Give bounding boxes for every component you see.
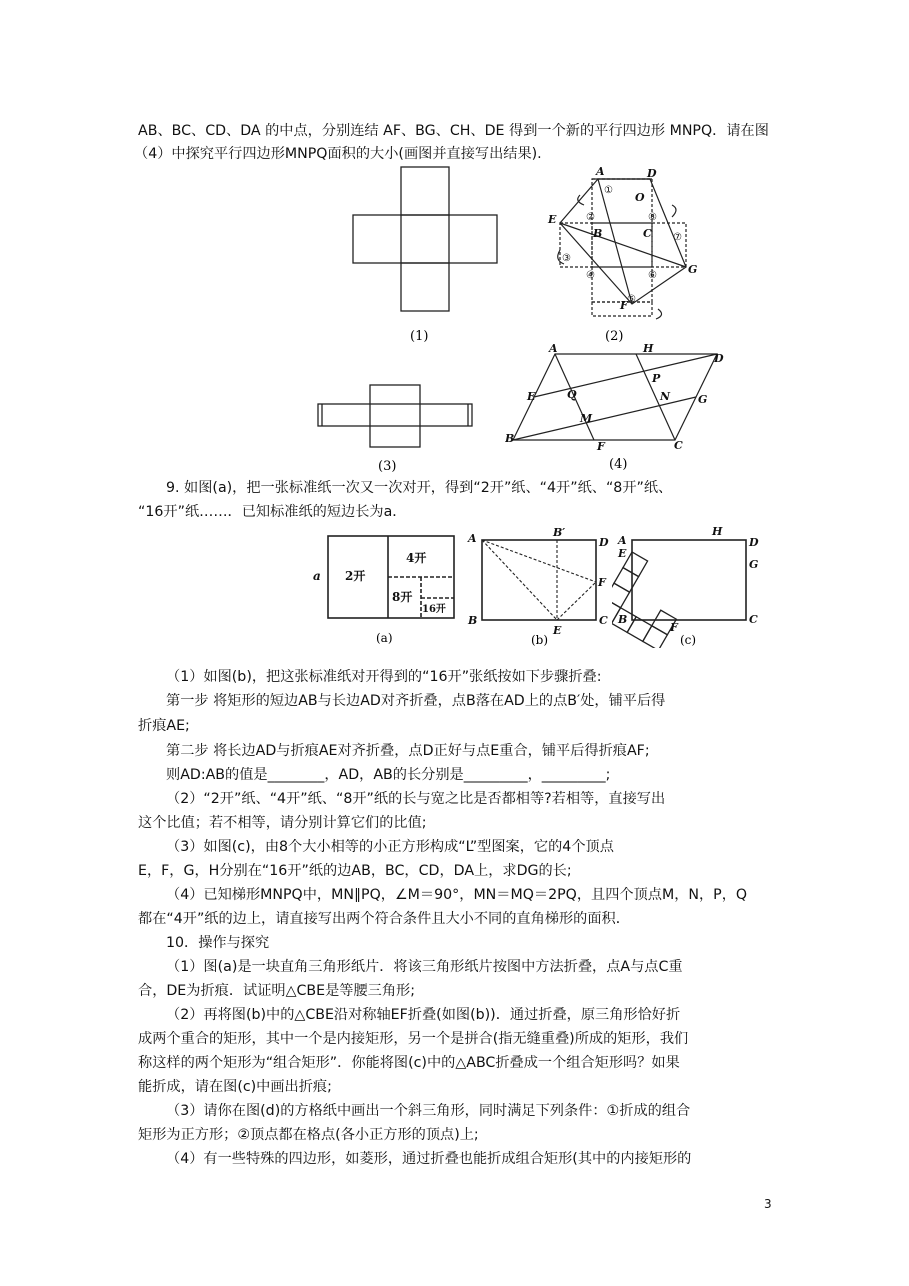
fig4-label-G: G bbox=[698, 393, 708, 406]
body-line-7: 这个比值；若不相等，请分别计算它们的比值; bbox=[138, 815, 427, 831]
fig-a-label-8k: 8开 bbox=[392, 590, 413, 604]
fig-b-label-Bp: B′ bbox=[553, 526, 566, 539]
body-line-9: E，F，G，H分别在“16开”纸的边AB，BC，CD，DA上，求DG的长; bbox=[138, 863, 572, 879]
body-line-13: （1）图(a)是一块直角三角形纸片．将该三角形纸片按图中方法折叠，点A与点C重 bbox=[166, 959, 683, 975]
fig2-label-A: A bbox=[596, 165, 605, 178]
fig-b-label-F: F bbox=[598, 576, 606, 589]
fig2-label-F: F bbox=[620, 299, 628, 312]
fig2-circ-4: ④ bbox=[586, 270, 595, 281]
fig-b-label-B: B bbox=[468, 614, 478, 627]
fig4-label-F: F bbox=[597, 440, 605, 453]
fig2-circ-2: ② bbox=[586, 212, 595, 223]
fig-c-label-C: C bbox=[749, 613, 758, 626]
body-line-11: 都在“4开”纸的边上，请直接写出两个符合条件且大小不同的直角梯形的面积． bbox=[138, 911, 630, 927]
body-line-10: （4）已知梯形MNPQ中，MN∥PQ，∠M＝90°，MN＝MQ＝2PQ，且四个顶点M，N，P，Q bbox=[166, 887, 748, 903]
fig4-label-P: P bbox=[652, 372, 661, 385]
q9-line-2: “16开”纸……．已知标准纸的短边长为a． bbox=[138, 504, 407, 520]
caption-fig3: (3) bbox=[378, 459, 397, 474]
fig2-label-G: G bbox=[688, 263, 698, 276]
fig-c-label-A: A bbox=[618, 534, 627, 547]
fig-b-label-E: E bbox=[553, 624, 562, 637]
fig-b-label-C: C bbox=[599, 614, 608, 627]
fig2-circ-7: ⑦ bbox=[673, 232, 682, 243]
figure-c-L-pattern bbox=[612, 524, 772, 648]
fig2-circ-6: ⑥ bbox=[648, 270, 657, 281]
figure-a-paper-sizes bbox=[310, 528, 460, 648]
body-line-3: 折痕AE; bbox=[138, 718, 190, 734]
fig2-circ-5: ⑤ bbox=[627, 294, 636, 305]
fig-a-label-4k: 4开 bbox=[406, 551, 427, 565]
body-line-21: （4）有一些特殊的四边形，如菱形，通过折叠也能折成组合矩形(其中的内接矩形的 bbox=[166, 1151, 692, 1167]
body-line-4: 第二步 将长边AD与折痕AE对齐折叠，点D正好与点E重合，铺平后得折痕AF; bbox=[166, 743, 650, 759]
q9-line-1: 9. 如图(a)，把一张标准纸一次又一次对开，得到“2开”纸、“4开”纸、“8开”纸、 bbox=[166, 480, 673, 496]
fig4-label-N: N bbox=[660, 390, 671, 403]
caption-fig-a: (a) bbox=[376, 631, 393, 645]
fig-c-label-G: G bbox=[749, 558, 759, 571]
body-line-5: 则AD:AB的值是________，AD，AB的长分别是_________，_________; bbox=[166, 767, 611, 783]
fig2-label-B: B bbox=[593, 227, 603, 240]
fig2-label-D: D bbox=[647, 167, 657, 180]
fig-a-label-2k: 2开 bbox=[345, 569, 366, 583]
fig2-label-O: O bbox=[635, 191, 645, 204]
body-line-20: 矩形为正方形；②顶点都在格点(各小正方形的顶点)上; bbox=[138, 1127, 479, 1143]
intro-line-1: AB、BC、CD、DA 的中点，分别连结 AF、BG、CH、DE 得到一个新的平行四边形 MNPQ．请在图 bbox=[138, 123, 769, 139]
fig2-label-E: E bbox=[548, 213, 557, 226]
figure-4-parallelogram bbox=[505, 342, 730, 474]
fig-c-label-E: E bbox=[618, 547, 627, 560]
fig-a-label-a: a bbox=[313, 569, 321, 583]
body-line-1: （1）如图(b)，把这张标准纸对开得到的“16开”张纸按如下步骤折叠: bbox=[166, 669, 602, 685]
fig4-label-Q: Q bbox=[567, 388, 577, 401]
figure-3-net bbox=[310, 380, 480, 475]
body-line-6: （2）“2开”纸、“4开”纸、“8开”纸的长与宽之比是否都相等?若相等，直接写出 bbox=[166, 791, 666, 807]
caption-fig-c: (c) bbox=[680, 633, 697, 647]
caption-fig1: (1) bbox=[410, 329, 429, 344]
caption-fig-b: (b) bbox=[531, 633, 549, 647]
fig2-circ-3: ③ bbox=[562, 253, 571, 264]
fig4-label-A: A bbox=[549, 342, 558, 355]
body-line-8: （3）如图(c)，由8个大小相等的小正方形构成“L”型图案，它的4个顶点 bbox=[166, 839, 614, 855]
fig4-label-H: H bbox=[643, 342, 654, 355]
fig2-circ-1: ① bbox=[604, 185, 613, 196]
body-line-18: 能折成，请在图(c)中画出折痕; bbox=[138, 1079, 332, 1095]
fig4-label-M: M bbox=[580, 412, 593, 425]
fig-c-label-D: D bbox=[749, 536, 759, 549]
body-line-16: 成两个重合的矩形，其中一个是内接矩形，另一个是拼合(指无缝重叠)所成的矩形，我们 bbox=[138, 1031, 689, 1047]
caption-fig2: (2) bbox=[605, 329, 624, 344]
body-line-14: 合，DE为折痕．试证明△CBE是等腰三角形; bbox=[138, 983, 415, 999]
fig2-circ-8: ⑧ bbox=[648, 212, 657, 223]
fig-c-label-B: B bbox=[618, 613, 628, 626]
body-line-17: 称这样的两个矩形为“组合矩形”．你能将图(c)中的△ABC折叠成一个组合矩形吗？如果 bbox=[138, 1055, 680, 1071]
fig-a-label-16k: 16开 bbox=[422, 604, 446, 615]
fig-c-label-F: F bbox=[670, 621, 678, 634]
figure-b-folding bbox=[465, 526, 615, 648]
fig4-label-C: C bbox=[674, 439, 683, 452]
page-number: 3 bbox=[764, 1197, 772, 1211]
fig2-label-C: C bbox=[643, 227, 652, 240]
body-line-19: （3）请你在图(d)的方格纸中画出一个斜三角形，同时满足下列条件：①折成的组合 bbox=[166, 1103, 691, 1119]
figure-2-folding bbox=[540, 165, 700, 345]
caption-fig4: (4) bbox=[609, 457, 628, 472]
fig-b-label-A: A bbox=[468, 532, 477, 545]
body-line-15: （2）再将图(b)中的△CBE沿对称轴EF折叠(如图(b))．通过折叠，原三角形恰好折 bbox=[166, 1007, 681, 1023]
fig4-label-B: B bbox=[505, 432, 515, 445]
fig4-label-E: E bbox=[527, 390, 536, 403]
fig-c-label-H: H bbox=[712, 525, 723, 538]
body-line-12: 10．操作与探究 bbox=[166, 935, 270, 951]
intro-line-2: （4）中探究平行四边形MNPQ面积的大小(画图并直接写出结果). bbox=[134, 146, 542, 162]
figure-1-cross-net bbox=[350, 165, 500, 345]
fig-b-label-D: D bbox=[599, 536, 609, 549]
fig4-label-D: D bbox=[714, 352, 724, 365]
body-line-2: 第一步 将矩形的短边AB与长边AD对齐折叠，点B落在AD上的点B′处，铺平后得 bbox=[166, 693, 666, 709]
